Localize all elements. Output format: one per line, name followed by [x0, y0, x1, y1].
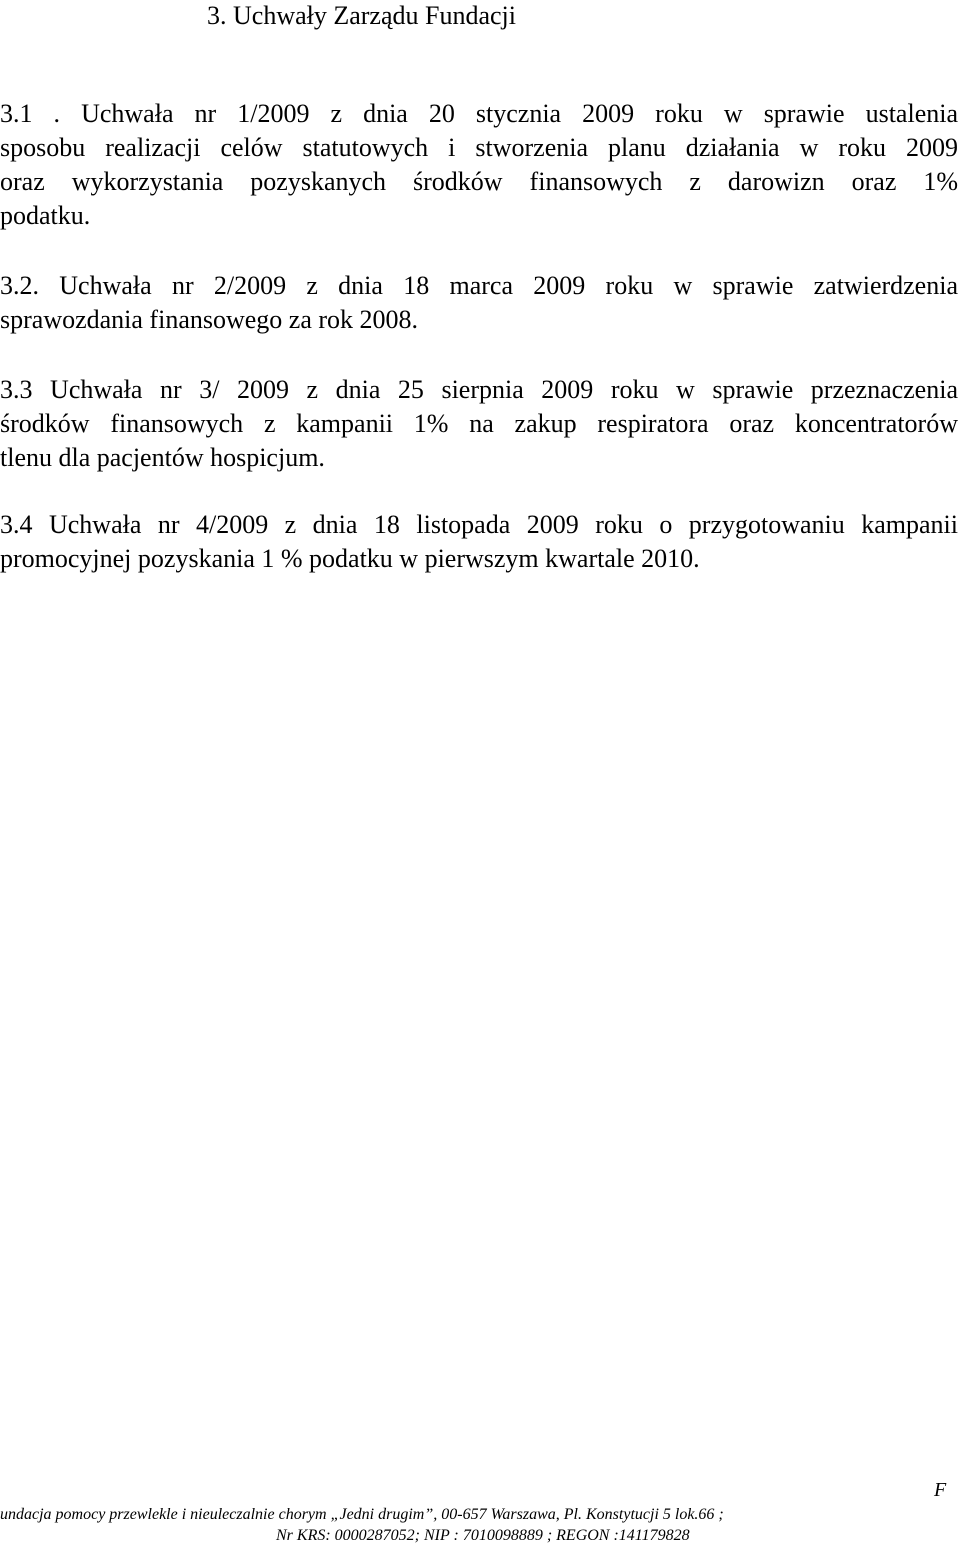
resolution-1-line-1: 3.1 . Uchwała nr 1/2009 z dnia 20 stycznia 2009 roku w sprawie ustalenia — [0, 99, 958, 128]
resolution-4 — [0, 508, 958, 576]
footer-initial-letter: F — [934, 1479, 947, 1501]
resolution-4-line-2: promocyjnej pozyskania 1 % podatku w pierwszym kwartale 2010. — [0, 544, 700, 573]
resolution-1-line-4: podatku. — [0, 201, 91, 230]
resolution-2-line-1: 3.2. Uchwała nr 2/2009 z dnia 18 marca 2009 roku w sprawie zatwierdzenia — [0, 271, 958, 300]
resolution-1-line-2: sposobu realizacji celów statutowych i stworzenia planu działania w roku 2009 — [0, 133, 958, 162]
resolution-2 — [0, 269, 958, 337]
resolution-3-line-2: środków finansowych z kampanii 1% na zakup respiratora oraz koncentratorów — [0, 409, 958, 438]
footer-address-line: undacja pomocy przewlekle i nieuleczalnie chorym „Jedni drugim”, 00-657 Warszawa, Pl. Konstytucji 5 lok.66 ; — [0, 1506, 724, 1523]
resolution-3 — [0, 373, 958, 475]
resolution-4-line-1: 3.4 Uchwała nr 4/2009 z dnia 18 listopada 2009 roku o przygotowaniu kampanii — [0, 510, 958, 539]
section-heading: 3. Uchwały Zarządu Fundacji — [207, 1, 517, 30]
footer-registration-line: Nr KRS: 0000287052; NIP : 7010098889 ; REGON :141179828 — [276, 1527, 690, 1544]
resolution-1 — [0, 97, 958, 233]
resolution-3-line-1: 3.3 Uchwała nr 3/ 2009 z dnia 25 sierpnia 2009 roku w sprawie przeznaczenia — [0, 375, 958, 404]
resolution-3-line-3: tlenu dla pacjentów hospicjum. — [0, 443, 325, 472]
resolution-1-line-3: oraz wykorzystania pozyskanych środków finansowych z darowizn oraz 1% — [0, 167, 958, 196]
resolution-2-line-2: sprawozdania finansowego za rok 2008. — [0, 305, 419, 334]
